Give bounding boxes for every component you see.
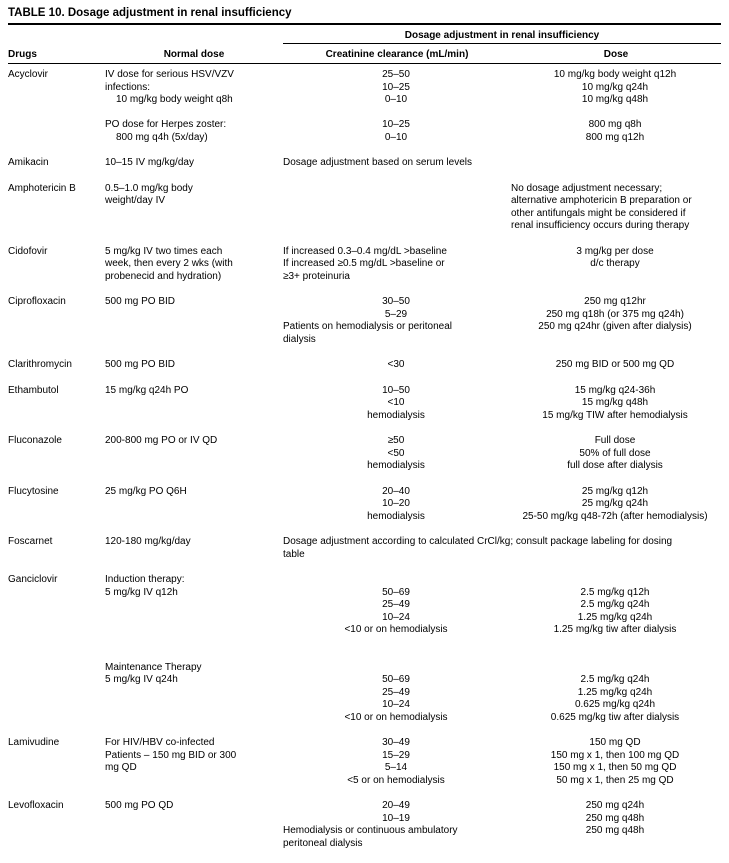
drug-cell <box>8 737 105 800</box>
dose-line: 15 mg/kg q48h <box>511 397 719 410</box>
dose-cell <box>511 246 721 297</box>
table-row <box>8 296 721 359</box>
normal-dose-line: infections: <box>105 82 281 95</box>
dose-line: 250 mg q24hr (given after dialysis) <box>511 321 719 334</box>
normal-cell <box>105 359 283 385</box>
dose-line: 15 mg/kg q24-36h <box>511 385 719 398</box>
dose-line: alternative amphotericin B preparation or <box>511 195 719 208</box>
dose-cell <box>511 574 721 737</box>
dose-line: 50% of full dose <box>511 448 719 461</box>
drug-cell <box>8 359 105 385</box>
drug-name: Ganciclovir <box>8 574 103 587</box>
normal-dose-line: 5 mg/kg IV q12h <box>105 587 281 600</box>
dose-line: 150 mg QD <box>511 737 719 750</box>
col-header-dose: Dose <box>511 44 721 64</box>
crcl-cell <box>283 385 511 436</box>
crcl-line: peritoneal dialysis <box>283 838 509 851</box>
normal-dose-line: 10–15 IV mg/kg/day <box>105 157 281 170</box>
normal-dose-line: weight/day IV <box>105 195 281 208</box>
dose-cell <box>511 737 721 800</box>
dose-line: 1.25 mg/kg q24h <box>511 612 719 625</box>
crcl-line <box>283 574 509 587</box>
normal-cell <box>105 246 283 297</box>
dose-line <box>511 662 719 675</box>
dose-line: 10 mg/kg body weight q12h <box>511 69 719 82</box>
normal-dose-line: 500 mg PO BID <box>105 296 281 309</box>
normal-dose-line: 5 mg/kg IV q24h <box>105 674 281 687</box>
drug-cell <box>8 157 105 183</box>
drug-cell <box>8 183 105 246</box>
span-cell <box>283 536 721 574</box>
normal-dose-line <box>105 612 281 625</box>
span-note-line: Dosage adjustment according to calculated CrCl/kg; consult package labeling for dosing <box>283 536 719 549</box>
normal-dose-line: probenecid and hydration) <box>105 271 281 284</box>
dose-line <box>511 649 719 662</box>
normal-dose-line: Maintenance Therapy <box>105 662 281 675</box>
crcl-line: hemodialysis <box>283 410 509 423</box>
crcl-line: 10–24 <box>283 699 509 712</box>
dose-cell <box>511 296 721 359</box>
normal-dose-line: 200-800 mg PO or IV QD <box>105 435 281 448</box>
crcl-line: 25–49 <box>283 687 509 700</box>
drug-cell <box>8 800 105 863</box>
crcl-line: <50 <box>283 448 509 461</box>
crcl-line: <10 or on hemodialysis <box>283 624 509 637</box>
normal-dose-line: 15 mg/kg q24h PO <box>105 385 281 398</box>
crcl-line: 20–40 <box>283 486 509 499</box>
dose-cell <box>511 385 721 436</box>
span-header-spacer <box>8 25 283 44</box>
normal-cell <box>105 574 283 737</box>
drug-cell <box>8 296 105 359</box>
normal-cell <box>105 800 283 863</box>
crcl-cell <box>283 435 511 486</box>
normal-dose-line: PO dose for Herpes zoster: <box>105 119 281 132</box>
crcl-line: 25–50 <box>283 69 509 82</box>
normal-dose-line: 5 mg/kg IV two times each <box>105 246 281 259</box>
dose-line: 50 mg x 1, then 25 mg QD <box>511 775 719 788</box>
dose-line: 800 mg q8h <box>511 119 719 132</box>
dose-cell <box>511 64 721 158</box>
normal-dose-line: 0.5–1.0 mg/kg body <box>105 183 281 196</box>
normal-cell <box>105 435 283 486</box>
normal-dose-line: 800 mg q4h (5x/day) <box>105 132 281 145</box>
dose-line: 250 mg q48h <box>511 813 719 826</box>
crcl-cell <box>283 246 511 297</box>
dose-line: 150 mg x 1, then 100 mg QD <box>511 750 719 763</box>
crcl-line: 0–10 <box>283 94 509 107</box>
table-row <box>8 737 721 800</box>
dose-line: 150 mg x 1, then 50 mg QD <box>511 762 719 775</box>
dose-line: 10 mg/kg q24h <box>511 82 719 95</box>
normal-dose-line: IV dose for serious HSV/VZV <box>105 69 281 82</box>
dose-line: 800 mg q12h <box>511 132 719 145</box>
table-row <box>8 536 721 574</box>
dose-line: 3 mg/kg per dose <box>511 246 719 259</box>
crcl-line <box>283 107 509 120</box>
normal-dose-line <box>105 649 281 662</box>
span-note-line: table <box>283 549 719 562</box>
normal-dose-line: 500 mg PO QD <box>105 800 281 813</box>
normal-cell <box>105 157 283 183</box>
crcl-cell <box>283 64 511 158</box>
dose-line: 25-50 mg/kg q48-72h (after hemodialysis) <box>511 511 719 524</box>
drug-cell <box>8 435 105 486</box>
crcl-line: 10–25 <box>283 82 509 95</box>
table-title: TABLE 10. Dosage adjustment in renal insufficiency <box>8 7 721 25</box>
crcl-line: 10–25 <box>283 119 509 132</box>
normal-dose-line: 500 mg PO BID <box>105 359 281 372</box>
crcl-line: 10–24 <box>283 612 509 625</box>
normal-dose-line: mg QD <box>105 762 281 775</box>
crcl-line: <5 or on hemodialysis <box>283 775 509 788</box>
normal-dose-line: 10 mg/kg body weight q8h <box>105 94 281 107</box>
normal-cell <box>105 536 283 574</box>
drug-name: Amphotericin B <box>8 183 103 196</box>
dose-line: 250 mg q18h (or 375 mg q24h) <box>511 309 719 322</box>
crcl-line: <30 <box>283 359 509 372</box>
table-row <box>8 157 721 183</box>
drug-cell <box>8 574 105 737</box>
crcl-cell <box>283 359 511 385</box>
normal-dose-line <box>105 637 281 650</box>
dose-line: 2.5 mg/kg q24h <box>511 674 719 687</box>
crcl-line: 10–19 <box>283 813 509 826</box>
crcl-cell <box>283 574 511 737</box>
crcl-line: dialysis <box>283 334 509 347</box>
col-header-normal-dose: Normal dose <box>105 44 283 64</box>
dose-line: 2.5 mg/kg q24h <box>511 599 719 612</box>
span-header-label: Dosage adjustment in renal insufficiency <box>283 25 721 44</box>
dose-line: 15 mg/kg TIW after hemodialysis <box>511 410 719 423</box>
dose-line: 250 mg q48h <box>511 825 719 838</box>
drug-cell <box>8 385 105 436</box>
crcl-line: 50–69 <box>283 587 509 600</box>
crcl-line: 0–10 <box>283 132 509 145</box>
dose-line: other antifungals might be considered if <box>511 208 719 221</box>
crcl-line: 5–29 <box>283 309 509 322</box>
drug-name: Lamivudine <box>8 737 103 750</box>
drug-name: Ethambutol <box>8 385 103 398</box>
table-header <box>8 25 721 64</box>
table-row <box>8 800 721 863</box>
drug-cell <box>8 246 105 297</box>
crcl-line: <10 or on hemodialysis <box>283 712 509 725</box>
dose-line: full dose after dialysis <box>511 460 719 473</box>
crcl-line: 30–49 <box>283 737 509 750</box>
dose-line: 0.625 mg/kg tiw after dialysis <box>511 712 719 725</box>
normal-cell <box>105 486 283 537</box>
crcl-line: Hemodialysis or continuous ambulatory <box>283 825 509 838</box>
crcl-cell <box>283 737 511 800</box>
table-row <box>8 385 721 436</box>
crcl-line: ≥50 <box>283 435 509 448</box>
col-header-drugs: Drugs <box>8 44 105 64</box>
normal-dose-line: Induction therapy: <box>105 574 281 587</box>
normal-cell <box>105 737 283 800</box>
table-row <box>8 64 721 158</box>
drug-name: Ciprofloxacin <box>8 296 103 309</box>
drug-cell <box>8 536 105 574</box>
dose-line: 2.5 mg/kg q12h <box>511 587 719 600</box>
normal-cell <box>105 385 283 436</box>
crcl-line: 25–49 <box>283 599 509 612</box>
crcl-line: ≥3+ proteinuria <box>283 271 509 284</box>
drug-name: Levofloxacin <box>8 800 103 813</box>
dose-line: 250 mg q12hr <box>511 296 719 309</box>
col-header-creatinine-clearance: Creatinine clearance (mL/min) <box>283 44 511 64</box>
dosage-table <box>8 25 721 863</box>
normal-cell <box>105 64 283 158</box>
crcl-cell <box>283 800 511 863</box>
crcl-line: If increased 0.3–0.4 mg/dL >baseline <box>283 246 509 259</box>
crcl-line <box>283 662 509 675</box>
dose-cell <box>511 183 721 246</box>
drug-name: Foscarnet <box>8 536 103 549</box>
table-body <box>8 64 721 863</box>
crcl-cell <box>283 486 511 537</box>
crcl-line: Patients on hemodialysis or peritoneal <box>283 321 509 334</box>
normal-dose-line: 120-180 mg/kg/day <box>105 536 281 549</box>
dose-line <box>511 637 719 650</box>
crcl-line: 5–14 <box>283 762 509 775</box>
dose-line: 25 mg/kg q24h <box>511 498 719 511</box>
dose-line: 1.25 mg/kg q24h <box>511 687 719 700</box>
table-row <box>8 359 721 385</box>
table-row <box>8 435 721 486</box>
span-header-row <box>8 25 721 44</box>
span-cell <box>283 157 721 183</box>
crcl-line: 50–69 <box>283 674 509 687</box>
table-row <box>8 183 721 246</box>
dose-line: 0.625 mg/kg q24h <box>511 699 719 712</box>
normal-dose-line: 25 mg/kg PO Q6H <box>105 486 281 499</box>
normal-dose-line: Patients – 150 mg BID or 300 <box>105 750 281 763</box>
crcl-line: 10–50 <box>283 385 509 398</box>
normal-cell <box>105 183 283 246</box>
dose-line: 25 mg/kg q12h <box>511 486 719 499</box>
crcl-cell <box>283 183 511 246</box>
table-row <box>8 246 721 297</box>
drug-name: Clarithromycin <box>8 359 103 372</box>
span-note-line: Dosage adjustment based on serum levels <box>283 157 719 170</box>
crcl-line: <10 <box>283 397 509 410</box>
drug-name: Cidofovir <box>8 246 103 259</box>
crcl-line: 20–49 <box>283 800 509 813</box>
drug-cell <box>8 486 105 537</box>
dose-cell <box>511 486 721 537</box>
drug-name: Acyclovir <box>8 69 103 82</box>
dose-line: renal insufficiency occurs during therapy <box>511 220 719 233</box>
drug-name: Amikacin <box>8 157 103 170</box>
dose-line: 1.25 mg/kg tiw after dialysis <box>511 624 719 637</box>
dose-line <box>511 574 719 587</box>
crcl-cell <box>283 296 511 359</box>
dose-line: 10 mg/kg q48h <box>511 94 719 107</box>
normal-dose-line <box>105 599 281 612</box>
dose-line: No dosage adjustment necessary; <box>511 183 719 196</box>
normal-dose-line: week, then every 2 wks (with <box>105 258 281 271</box>
normal-dose-line: For HIV/HBV co-infected <box>105 737 281 750</box>
drug-cell <box>8 64 105 158</box>
normal-cell <box>105 296 283 359</box>
dose-line: 250 mg q24h <box>511 800 719 813</box>
drug-name: Flucytosine <box>8 486 103 499</box>
crcl-line <box>283 649 509 662</box>
dose-line <box>511 107 719 120</box>
crcl-line: 15–29 <box>283 750 509 763</box>
drug-name: Fluconazole <box>8 435 103 448</box>
table-row <box>8 486 721 537</box>
dose-cell <box>511 800 721 863</box>
dose-cell <box>511 435 721 486</box>
crcl-line: If increased ≥0.5 mg/dL >baseline or <box>283 258 509 271</box>
normal-dose-line <box>105 624 281 637</box>
dose-line: Full dose <box>511 435 719 448</box>
crcl-line: 10–20 <box>283 498 509 511</box>
dose-cell <box>511 359 721 385</box>
column-header-row <box>8 44 721 64</box>
table-row <box>8 574 721 737</box>
dose-line: d/c therapy <box>511 258 719 271</box>
crcl-line: 30–50 <box>283 296 509 309</box>
crcl-line: hemodialysis <box>283 511 509 524</box>
dose-line: 250 mg BID or 500 mg QD <box>511 359 719 372</box>
crcl-line: hemodialysis <box>283 460 509 473</box>
normal-dose-line <box>105 107 281 120</box>
crcl-line <box>283 637 509 650</box>
